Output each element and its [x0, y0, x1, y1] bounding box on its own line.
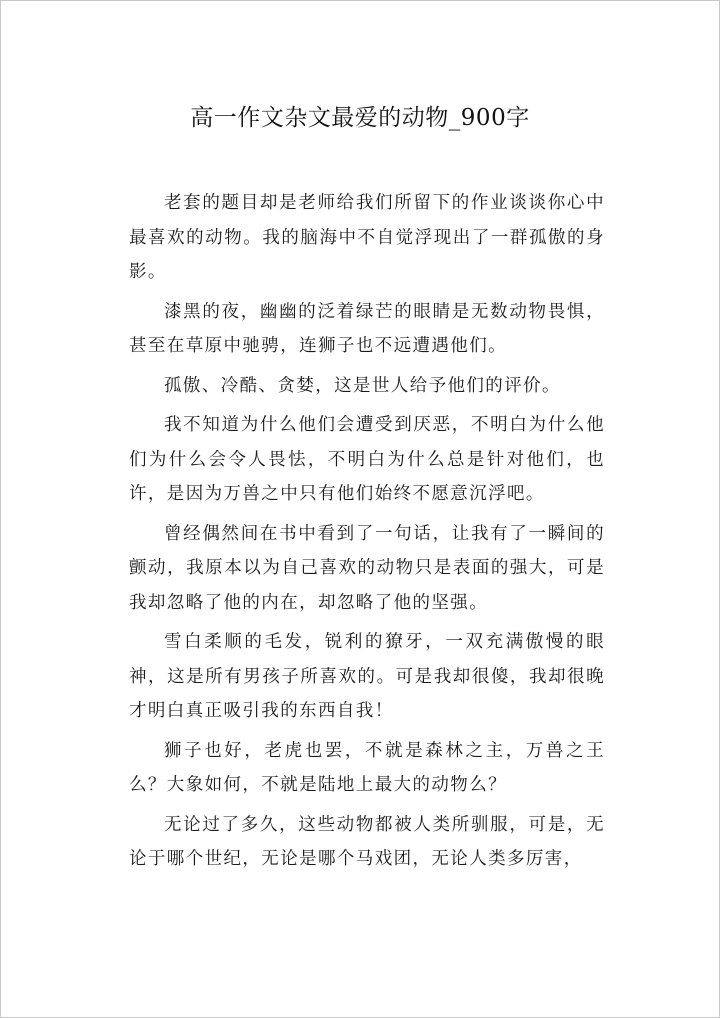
paragraph-4: 我不知道为什么他们会遭受到厌恶，不明白为什么他们为什么会令人畏怯，不明白为什么总是针对他们，也许，是因为万兽之中只有他们始终不愿意沉浮吧。 — [129, 415, 605, 504]
paragraph-6: 雪白柔顺的毛发，锐利的獠牙，一双充满傲慢的眼神，这是所有男孩子所喜欢的。可是我却很傻，我却很晚才明白真正吸引我的东西自我！ — [129, 632, 605, 721]
paragraph-8: 无论过了多久，这些动物都被人类所驯服，可是，无论于哪个世纪，无论是哪个马戏团，无论人类多厉害， — [129, 814, 605, 869]
document-body — [129, 186, 605, 882]
paragraph-5: 曾经偶然间在书中看到了一句话，让我有了一瞬间的颤动，我原本以为自己喜欢的动物只是表面的强大，可是我却忽略了他的内在，却忽略了他的坚强。 — [129, 523, 605, 613]
paragraph-1: 老套的题目却是老师给我们所留下的作业谈谈你心中最喜欢的动物。我的脑海中不自觉浮现出了一群孤傲的身影。 — [129, 193, 605, 282]
document-title: 高一作文杂文最爱的动物_900字 — [190, 105, 530, 131]
paragraph-2: 漆黑的夜，幽幽的泛着绿芒的眼睛是无数动物畏惧，甚至在草原中驰骋，连狮子也不远遭遇他们。 — [129, 301, 605, 356]
paragraph-7: 狮子也好，老虎也罢，不就是森林之主，万兽之王么？大象如何，不就是陆地上最大的动物么？ — [129, 740, 605, 795]
paragraph-3: 孤傲、冷酷、贪婪，这是世人给予他们的评价。 — [164, 375, 561, 396]
